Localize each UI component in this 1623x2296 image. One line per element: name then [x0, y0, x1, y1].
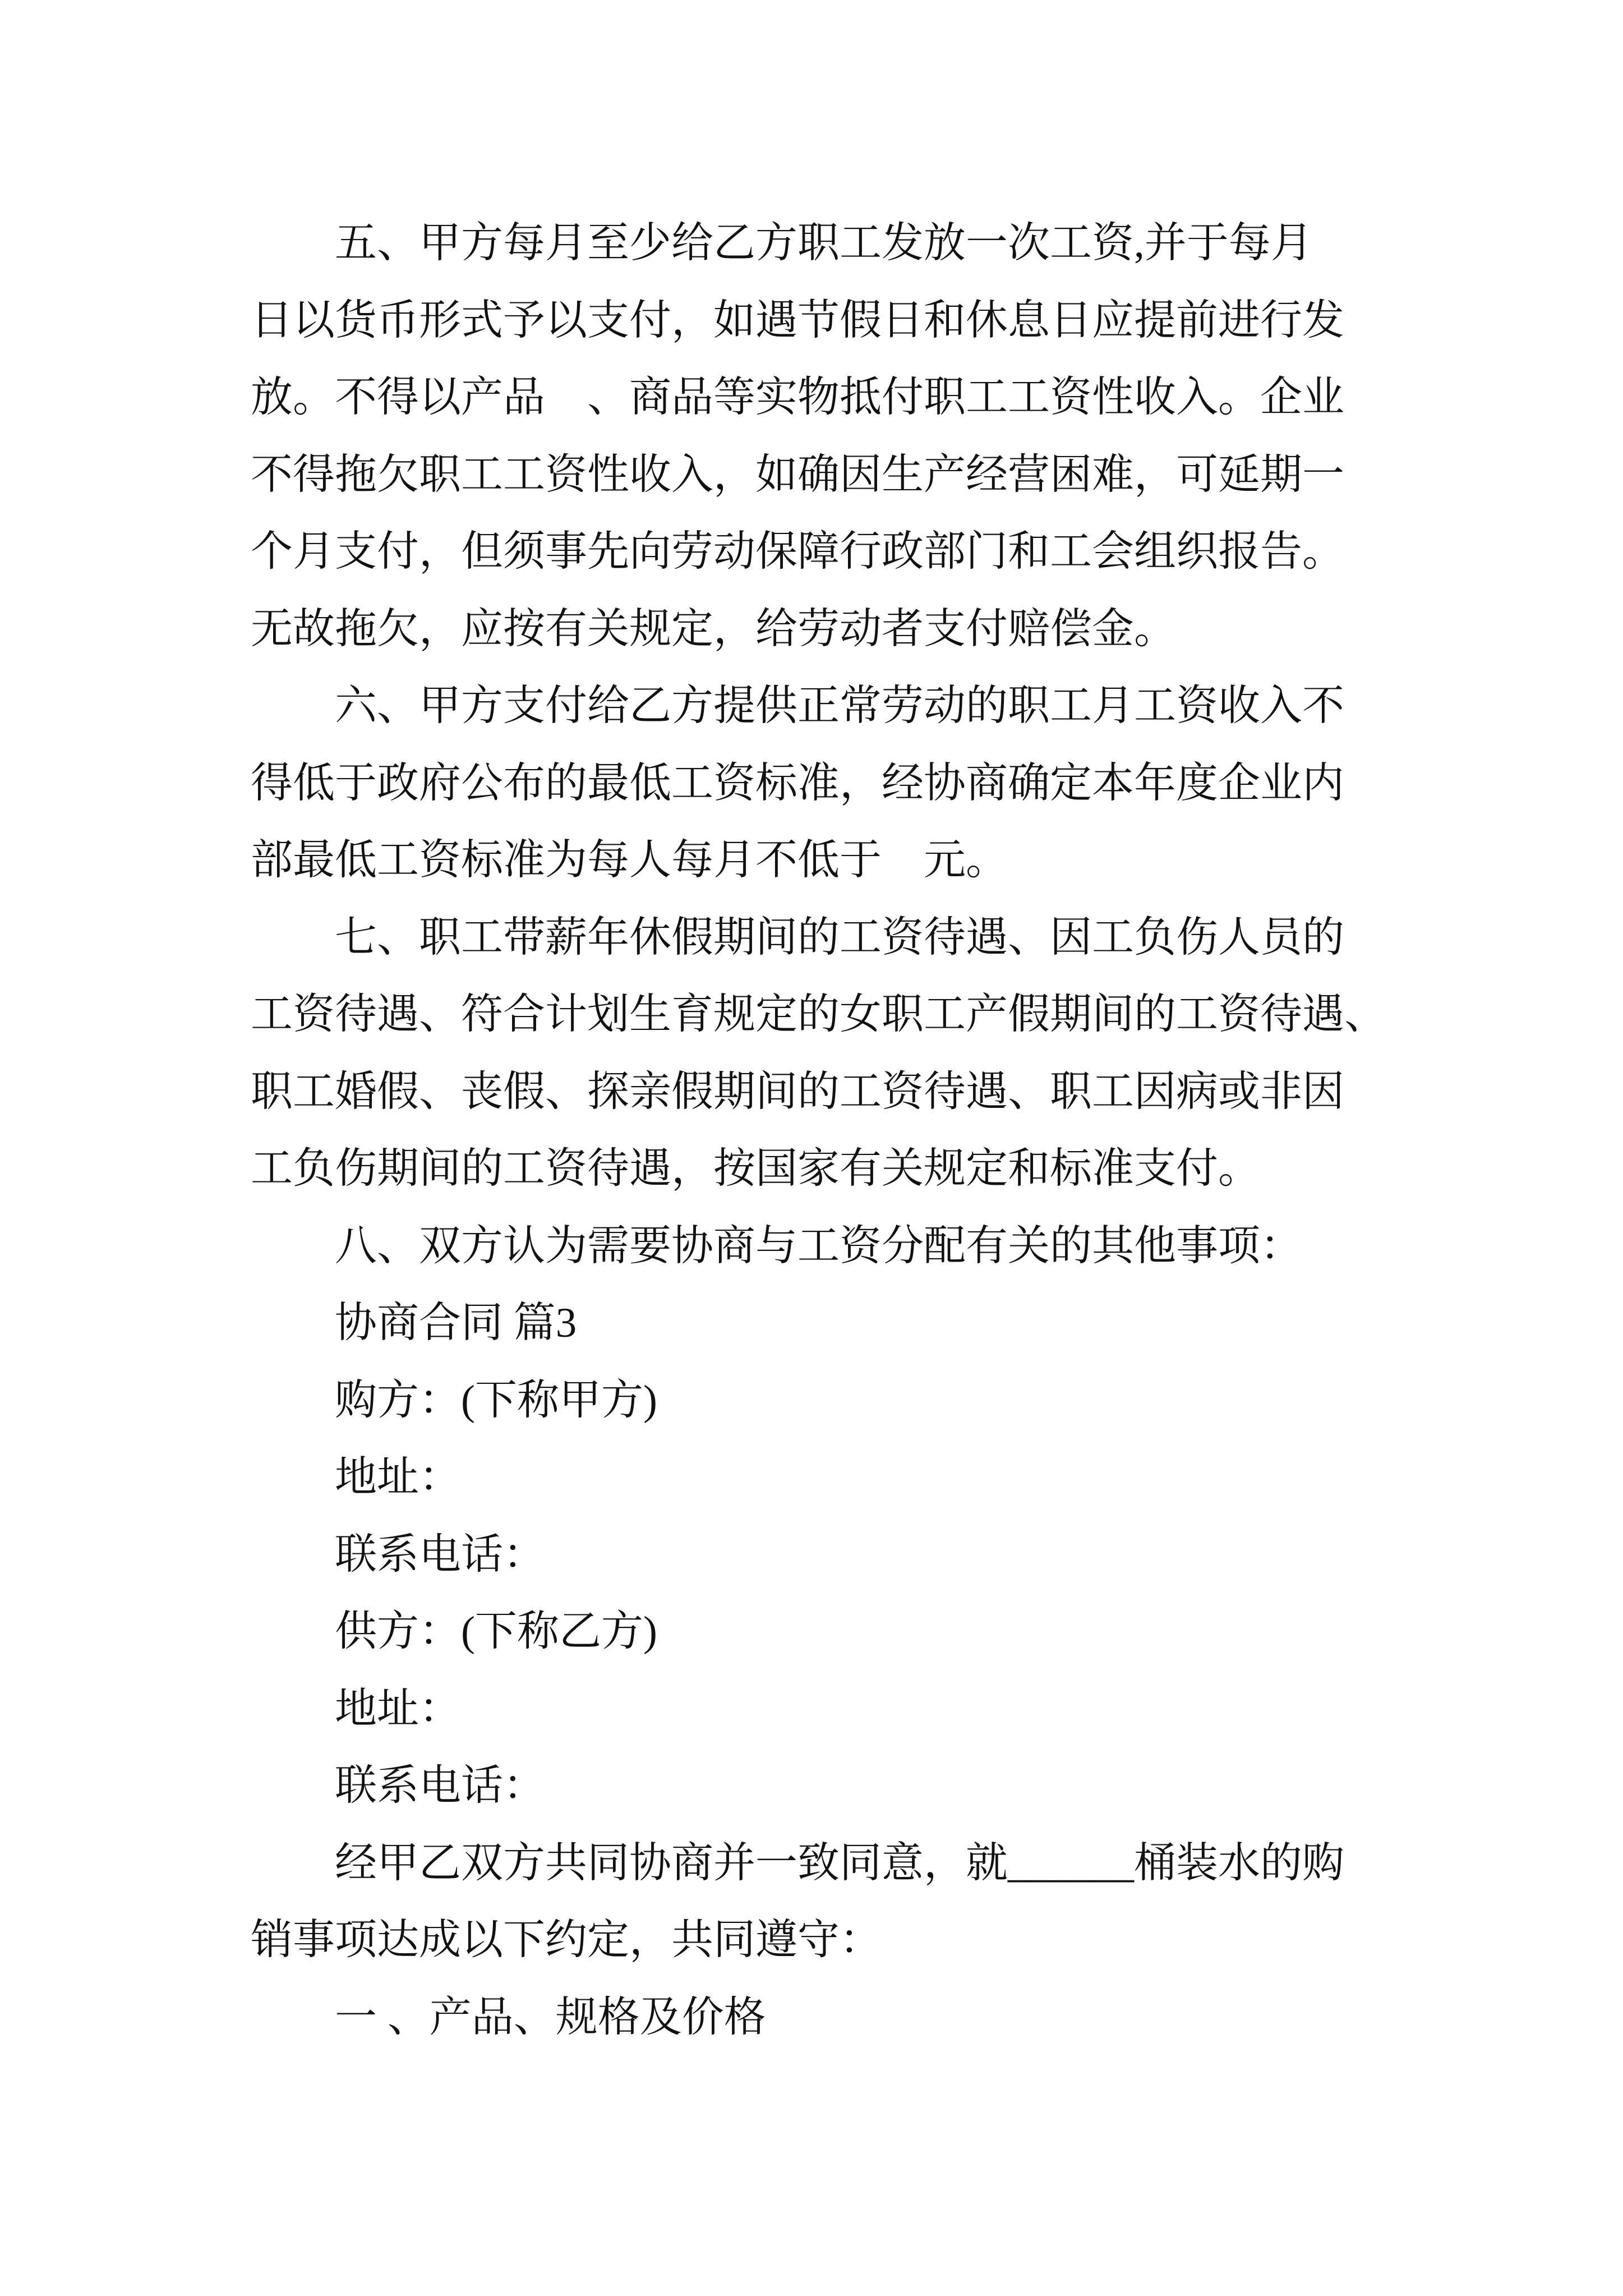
- paragraph-line: 个月支付，但须事先向劳动保障行政部门和工会组织报告。: [251, 528, 1345, 575]
- clause-8-other-matters: [251, 1208, 1484, 1285]
- paragraph-line: 经甲乙双方共同协商并一致同意，就______桶装水的购: [335, 1839, 1345, 1887]
- clause-5-wage-payment: [251, 205, 1484, 668]
- paragraph-line: 工资待遇、符合计划生育规定的女职工产假期间的工资待遇、: [251, 991, 1387, 1038]
- paragraph-line: 工负伤期间的工资待遇，按国家有关规定和标准支付。: [251, 1145, 1261, 1192]
- paragraph-line: 得低于政府公布的最低工资标准，经协商确定本年度企业内: [251, 760, 1345, 807]
- paragraph-line: 六、甲方支付给乙方提供正常劳动的职工月工资收入不: [335, 683, 1345, 729]
- paragraph-line: 放。不得以产品 、商品等实物抵付职工工资性收入。企业: [251, 374, 1345, 421]
- seller-label: [251, 1593, 1484, 1671]
- document-body: [251, 205, 1484, 2056]
- contract-heading: [251, 1285, 1484, 1362]
- seller-address: [251, 1671, 1484, 1748]
- seller-phone: [251, 1747, 1484, 1825]
- paragraph-line: 职工婚假、丧假、探亲假期间的工资待遇、职工因病或非因: [251, 1068, 1345, 1115]
- paragraph-line: 不得拖欠职工工资性收入，如确因生产经营困难，可延期一: [251, 451, 1345, 498]
- section-heading-text: 一 、产品、规格及价格: [335, 1994, 766, 2041]
- paragraph-line: 部最低工资标准为每人每月不低于 元。: [251, 837, 1008, 884]
- paragraph-line: 五、甲方每月至少给乙方职工发放一次工资,并于每月: [335, 220, 1313, 266]
- paragraph-line: 无故拖欠，应按有关规定，给劳动者支付赔偿金。: [251, 605, 1177, 652]
- paragraph-line: 八、双方认为需要协商与工资分配有关的其他事项：: [335, 1222, 1303, 1269]
- paragraph-line: 日以货币形式予以支付，如遇节假日和休息日应提前进行发: [251, 297, 1345, 344]
- buyer-label: [251, 1362, 1484, 1439]
- buyer-address-label: 地址：: [335, 1454, 462, 1501]
- paragraph-line: 七、职工带薪年休假期间的工资待遇、因工负伤人员的: [335, 914, 1345, 961]
- buyer-phone-label: 联系电话：: [335, 1531, 546, 1578]
- paragraph-line: 销事项达成以下约定，共同遵守：: [251, 1917, 882, 1963]
- buyer-address: [251, 1439, 1484, 1516]
- seller-label-text: 供方：(下称乙方): [335, 1608, 657, 1655]
- product-section-heading: [251, 1979, 1484, 2056]
- buyer-label-text: 购方：(下称甲方): [335, 1377, 657, 1424]
- clause-6-minimum-wage: [251, 668, 1484, 899]
- buyer-phone: [251, 1516, 1484, 1594]
- seller-phone-label: 联系电话：: [335, 1763, 546, 1809]
- section-title: 协商合同 篇3: [335, 1300, 577, 1346]
- seller-address-label: 地址：: [335, 1685, 462, 1732]
- agreement-intro: [251, 1825, 1484, 1979]
- clause-7-leave-wages: [251, 899, 1484, 1208]
